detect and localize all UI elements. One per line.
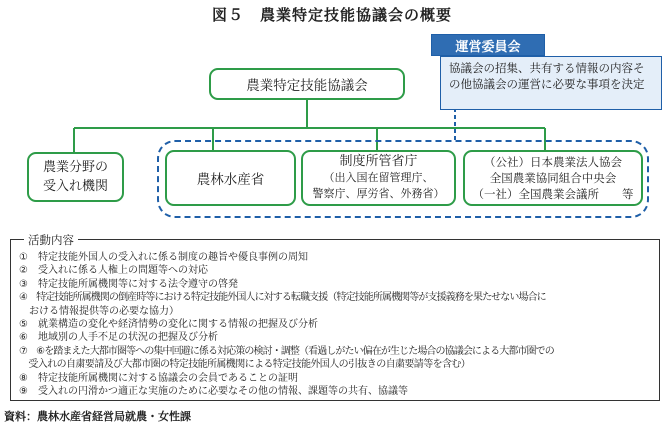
agri-sector-line-1: 農業分野の <box>42 160 108 175</box>
source-note: 資料：農林水産省経営局就農・女性課 <box>4 410 191 423</box>
committee-description: 協議会の招集、共有する情報の内容その他協議会の運営に必要な事項を決定 <box>449 61 645 91</box>
committee-title: 運営委員会 <box>455 39 521 55</box>
ministries-line-2: （出入国在留管理庁、 <box>323 171 434 184</box>
org-line-1: （公社）日本農業法人協会 <box>484 155 622 169</box>
committee-description-box <box>440 56 662 110</box>
organizations-box <box>463 150 643 206</box>
agri-sector-box <box>27 152 124 202</box>
committee-title-box <box>431 34 545 56</box>
activity-item: 受入れの自粛要請及び大都市圏の特定技能所属機関による特定技能外国人の引抜きの自粛要請等を含む） <box>19 359 471 371</box>
ministries-line-3: 警察庁、厚労省、外務省） <box>312 187 445 200</box>
activities-label: 活動内容 <box>24 232 78 248</box>
activity-item: ① 特定技能外国人の受入れに係る制度の趣旨や優良事例の周知 <box>19 252 308 263</box>
org-line-2: 全国農業協同組合中央会 <box>489 171 617 185</box>
activities-list <box>19 251 659 398</box>
figure-title: 図５ 農業特定技能協議会の概要 <box>211 6 452 24</box>
activity-item: ② 受入れに係る人権上の問題等への対応 <box>19 265 208 277</box>
activity-item: ⑧ 特定技能所属機関に対する協議会の会員であることの証明 <box>19 372 298 384</box>
council-box <box>209 68 405 100</box>
activity-item: ④ 特定技能所属機関の倒産時等における特定技能外国人に対する転職支援（特定技能所属機関等が支援義務を果たせない場合に <box>19 292 546 304</box>
ministries-title: 制度所管省庁 <box>339 154 418 169</box>
activity-item: ⑦ ⑥を踏まえた大都市圏等への集中回避に係る対応策の検討・調整（看過しがたい偏在が生じた場合の協議会による大都市圏での <box>19 345 554 357</box>
activity-item: ⑥ 地域別の人手不足の状況の把握及び分析 <box>19 332 218 344</box>
org-line-3: （一社）全国農業会議所 等 <box>472 187 634 201</box>
activity-item: ⑨ 受入れの円滑かつ適正な実施のために必要なその他の情報、課題等の共有、協議等 <box>19 386 408 398</box>
ministries-box <box>301 150 456 206</box>
activity-item: おける情報提供等の必要な協力） <box>19 305 179 317</box>
maff-label: 農林水産省 <box>196 172 265 188</box>
activity-item: ③ 特定技能所属機関等に対する法令遵守の啓発 <box>19 278 238 290</box>
agri-sector-line-2: 受入れ機関 <box>42 179 108 194</box>
maff-box <box>165 150 296 206</box>
council-label: 農業特定技能協議会 <box>246 78 368 94</box>
activity-item: ⑤ 就業構造の変化や経済情勢の変化に関する情報の把握及び分析 <box>19 319 318 331</box>
